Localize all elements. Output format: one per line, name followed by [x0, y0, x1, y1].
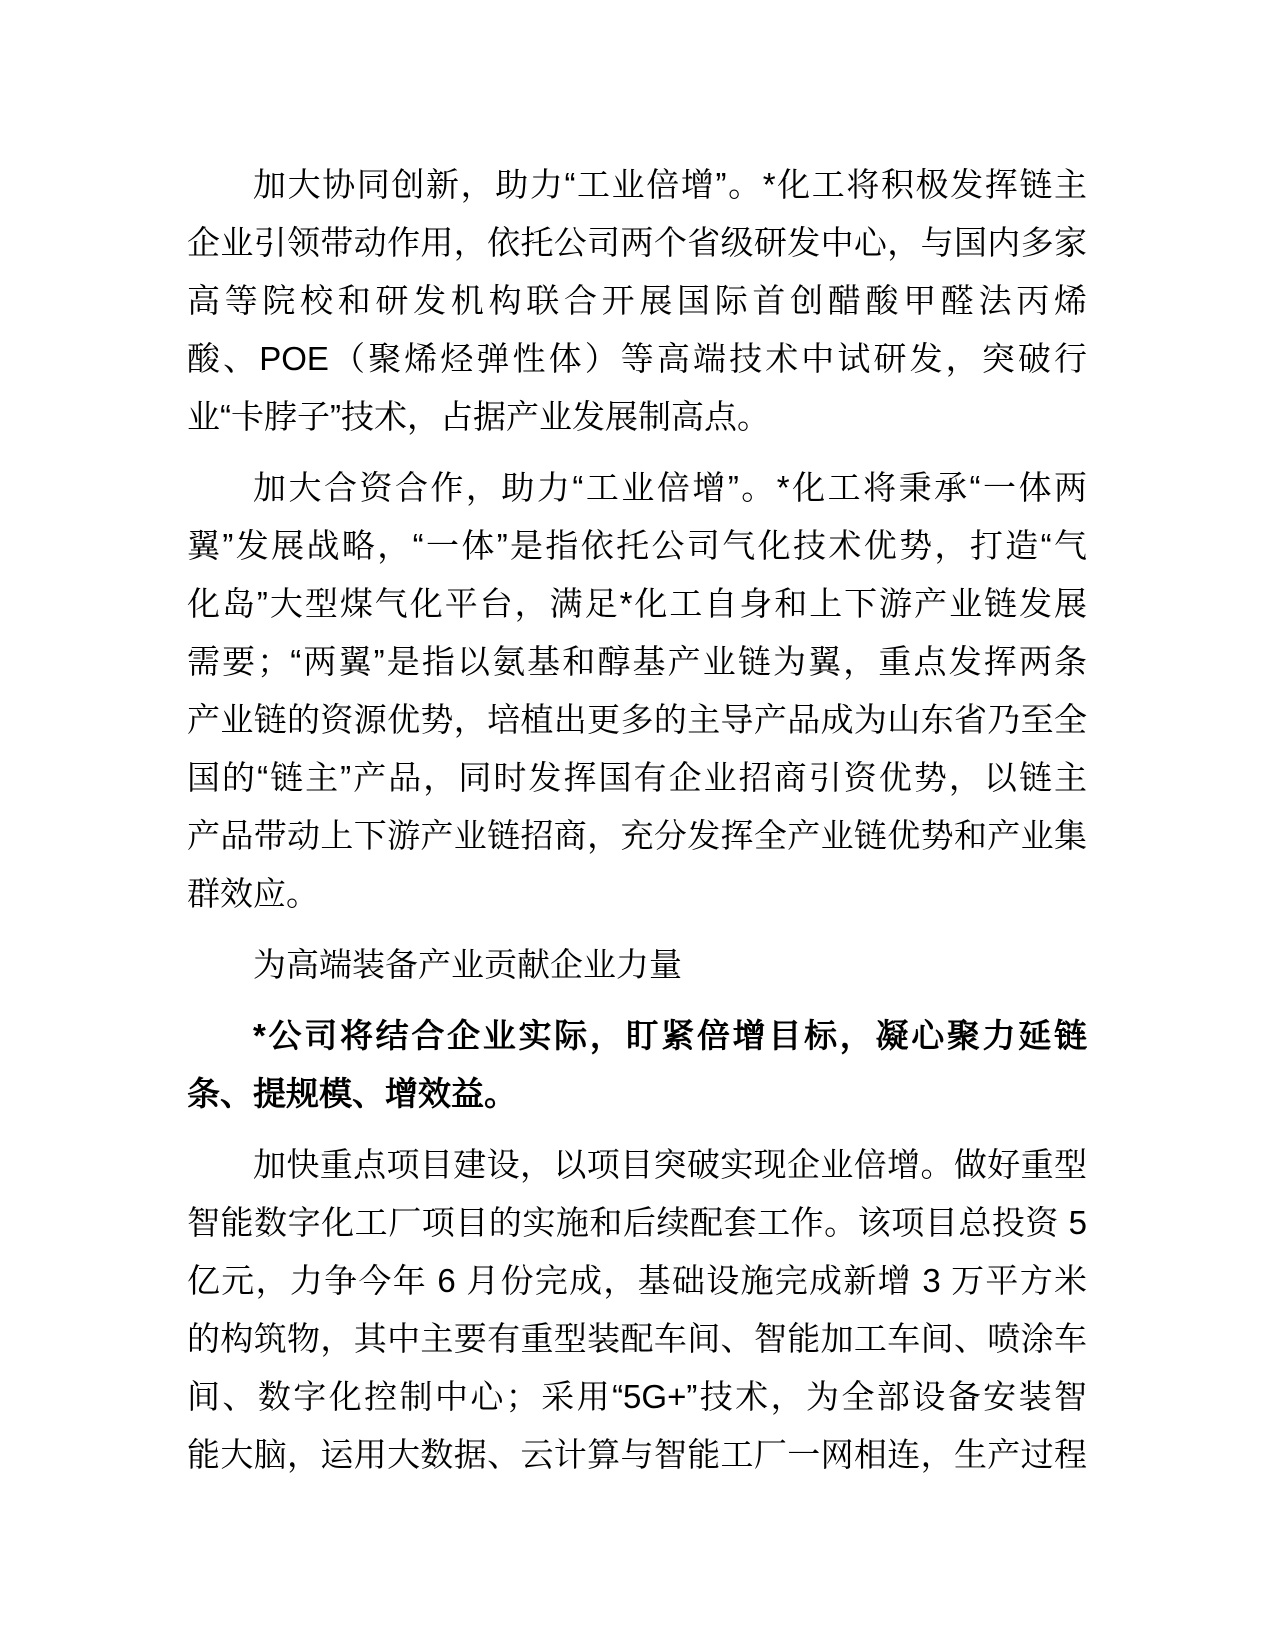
text-line: 高等院校和研发机构联合开展国际首创醋酸甲醛法丙烯	[187, 282, 1087, 319]
text-line: 加快重点项目建设，以项目突破实现企业倍增。做好重型	[253, 1146, 1087, 1183]
text-line: 加大合资合作，助力“工业倍增”。*化工将秉承“一体两	[253, 469, 1087, 506]
text-line: 需要；“两翼”是指以氨基和醇基产业链为翼，重点发挥两条	[187, 643, 1087, 680]
paragraph-joint-venture-cooperation	[187, 459, 1087, 923]
text-line: 亿元，力争今年 6 月份完成，基础设施完成新增 3 万平方米	[187, 1262, 1087, 1299]
paragraph-key-projects	[187, 1136, 1087, 1484]
text-line: *公司将结合企业实际，盯紧倍增目标，凝心聚力延链	[253, 1017, 1087, 1054]
text-line: 群效应。	[187, 875, 319, 912]
text-line: 产品带动上下游产业链招商，充分发挥全产业链优势和产业集	[187, 817, 1087, 854]
text-line: 翼”发展战略，“一体”是指依托公司气化技术优势，打造“气	[187, 527, 1087, 564]
text-line: 企业引领带动作用，依托公司两个省级研发中心，与国内多家	[187, 224, 1087, 261]
paragraph-subheading-equipment-industry	[187, 936, 1087, 994]
text-line: 智能数字化工厂项目的实施和后续配套工作。该项目总投资 5	[187, 1204, 1087, 1241]
text-line: 条、提规模、增效益。	[187, 1075, 517, 1112]
text-line: 酸、POE（聚烯烃弹性体）等高端技术中试研发，突破行	[187, 340, 1087, 377]
text-line: 国的“链主”产品，同时发挥国有企业招商引资优势，以链主	[187, 759, 1087, 796]
text-line: 化岛”大型煤气化平台，满足*化工自身和上下游产业链发展	[187, 585, 1087, 622]
paragraph-company-goals	[187, 1007, 1087, 1123]
document-body	[187, 156, 1087, 1484]
text-line: 的构筑物，其中主要有重型装配车间、智能加工车间、喷涂车	[187, 1320, 1087, 1357]
text-line: 产业链的资源优势，培植出更多的主导产品成为山东省乃至全	[187, 701, 1087, 738]
text-line: 加大协同创新，助力“工业倍增”。*化工将积极发挥链主	[253, 166, 1087, 203]
paragraph-collaborative-innovation	[187, 156, 1087, 446]
text-line: 能大脑，运用大数据、云计算与智能工厂一网相连，生产过程	[187, 1436, 1087, 1473]
text-line: 间、数字化控制中心；采用“5G+”技术，为全部设备安装智	[187, 1378, 1087, 1415]
text-line: 为高端装备产业贡献企业力量	[253, 946, 682, 983]
text-line: 业“卡脖子”技术，占据产业发展制高点。	[187, 398, 770, 435]
